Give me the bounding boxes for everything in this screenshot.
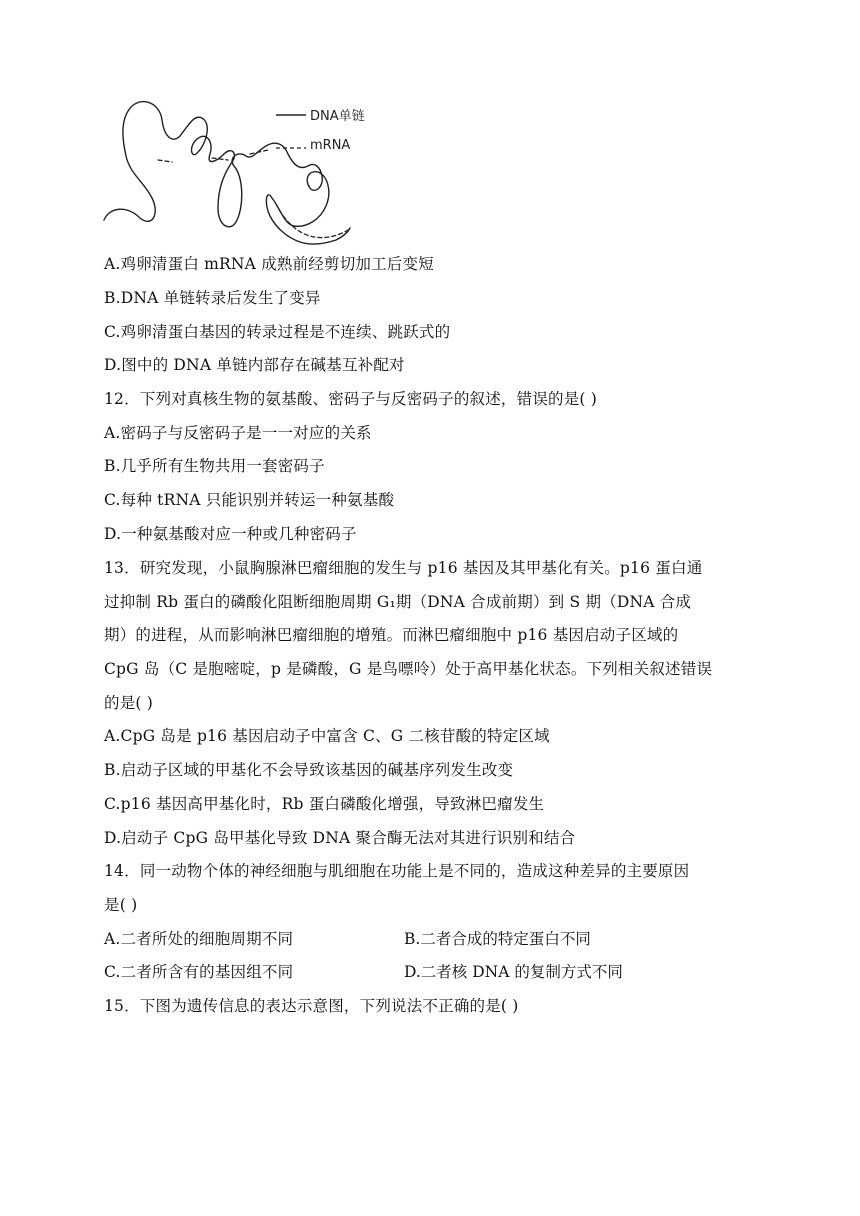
- q12-option-c: C.每种 tRNA 只能识别并转运一种氨基酸: [104, 491, 395, 509]
- q14-option-c: C.二者所含有的基因组不同: [104, 963, 294, 981]
- q13-option-c: C.p16 基因高甲基化时，Rb 蛋白磷酸化增强，导致淋巴瘤发生: [104, 795, 545, 813]
- q13-stem-line-1: 13．研究发现，小鼠胸腺淋巴瘤细胞的发生与 p16 基因及其甲基化有关。p16 蛋白通: [104, 559, 703, 577]
- q11-option-c: C.鸡卵清蛋白基因的转录过程是不连续、跳跃式的: [104, 323, 451, 341]
- q14-option-b: B.二者合成的特定蛋白不同: [404, 930, 591, 948]
- q13-stem-line-2: 过抑制 Rb 蛋白的磷酸化阻断细胞周期 G₁期（DNA 合成前期）到 S 期（DNA 合成: [104, 593, 692, 611]
- q13-stem-line-3: 期）的进程，从而影响淋巴瘤细胞的增殖。而淋巴瘤细胞中 p16 基因启动子区域的: [104, 626, 679, 644]
- q13-option-d: D.启动子 CpG 岛甲基化导致 DNA 聚合酶无法对其进行识别和结合: [104, 829, 576, 847]
- q11-option-a: A.鸡卵清蛋白 mRNA 成熟前经剪切加工后变短: [104, 255, 434, 273]
- legend-dna-label: DNA单链: [310, 109, 365, 124]
- q14-stem-line-2: 是( ): [104, 896, 138, 914]
- q13-option-a: A.CpG 岛是 p16 基因启动子中富含 C、G 二核苷酸的特定区域: [104, 727, 550, 745]
- q13-stem-line-4: CpG 岛（C 是胞嘧啶，p 是磷酸，G 是鸟嘌呤）处于高甲基化状态。下列相关叙述错误: [104, 660, 713, 678]
- mrna-strand-path: [158, 150, 348, 238]
- q11-option-b: B.DNA 单链转录后发生了变异: [104, 289, 321, 307]
- dna-mrna-hybrid-figure: [100, 96, 370, 246]
- q13-option-b: B.启动子区域的甲基化不会导致该基因的碱基序列发生改变: [104, 761, 514, 779]
- q15-stem: 15．下图为遗传信息的表达示意图，下列说法不正确的是( ): [104, 997, 519, 1015]
- q12-stem: 12．下列对真核生物的氨基酸、密码子与反密码子的叙述，错误的是( ): [104, 390, 598, 408]
- q13-stem-line-5: 的是( ): [104, 694, 154, 712]
- q14-option-a: A.二者所处的细胞周期不同: [104, 930, 294, 948]
- q12-option-d: D.一种氨基酸对应一种或几种密码子: [104, 525, 357, 543]
- q12-option-a: A.密码子与反密码子是一一对应的关系: [104, 424, 372, 442]
- q14-option-d: D.二者核 DNA 的复制方式不同: [404, 963, 623, 981]
- q14-stem-line-1: 14．同一动物个体的神经细胞与肌细胞在功能上是不同的，造成这种差异的主要原因: [104, 862, 690, 880]
- legend-mrna-label: mRNA: [310, 138, 351, 153]
- q11-option-d: D.图中的 DNA 单链内部存在碱基互补配对: [104, 356, 405, 374]
- q12-option-b: B.几乎所有生物共用一套密码子: [104, 457, 325, 475]
